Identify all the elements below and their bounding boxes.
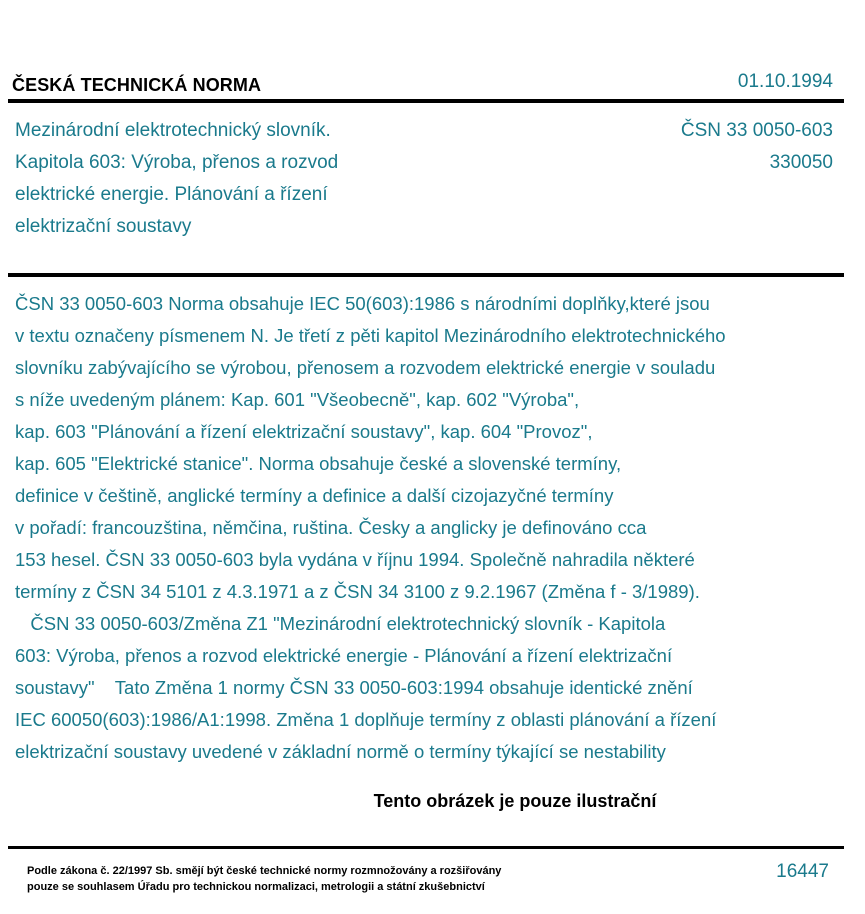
body-line: v textu označeny písmenem N. Je třetí z pěti kapitol Mezinárodního elektrotechnického [15,325,726,346]
title-line: Mezinárodní elektrotechnický slovník. [15,120,331,141]
body-line: soustavy" Tato Změna 1 normy ČSN 33 0050-603:1994 obsahuje identické znění [15,677,693,698]
title-line: elektrizační soustavy [15,216,192,237]
document-number: 16447 [776,861,829,882]
body-line: definice v češtině, anglické termíny a definice a další cizojazyčné termíny [15,485,614,506]
body-line: termíny z ČSN 34 5101 z 4.3.1971 a z ČSN 34 3100 z 9.2.1967 (Změna f - 3/1989). [15,581,700,602]
document-title [15,115,435,243]
section-rule [8,273,844,277]
body-line: 153 hesel. ČSN 33 0050-603 byla vydána v říjnu 1994. Společně nahradila některé [15,549,695,570]
header-rule [8,99,844,103]
copyright-note [27,863,501,895]
footer-rule [8,846,844,849]
class-number: 330050 [769,152,833,173]
body-line: ČSN 33 0050-603/Změna Z1 "Mezinárodní elektrotechnický slovník - Kapitola [15,613,666,634]
body-line: v pořadí: francouzština, němčina, ruština. Česky a anglicky je definováno cca [15,517,647,538]
body-line: 603: Výroba, přenos a rozvod elektrické energie - Plánování a řízení elektrizační [15,645,673,666]
standard-code: ČSN 33 0050-603 [680,120,833,141]
document-body [15,288,850,768]
title-line: Kapitola 603: Výroba, přenos a rozvod [15,152,339,173]
body-line: kap. 603 "Plánování a řízení elektrizační soustavy", kap. 604 "Provoz", [15,421,593,442]
body-line: ČSN 33 0050-603 Norma obsahuje IEC 50(603):1986 s národními doplňky,které jsou [15,293,710,314]
body-line: elektrizační soustavy uvedené v základní normě o termíny týkající se nestability [15,741,666,762]
document-codes [681,115,833,179]
issue-date: 01.10.1994 [737,71,833,92]
body-line: kap. 605 "Elektrické stanice". Norma obsahuje české a slovenské termíny, [15,453,622,474]
body-line: IEC 60050(603):1986/A1:1998. Změna 1 doplňuje termíny z oblasti plánování a řízení [15,709,717,730]
header-title: ČESKÁ TECHNICKÁ NORMA [12,75,262,95]
body-line: s níže uvedeným plánem: Kap. 601 "Všeobecně", kap. 602 "Výroba", [15,389,580,410]
illustration-note: Tento obrázek je pouze ilustrační [373,791,657,811]
body-line: slovníku zabývajícího se výrobou, přenosem a rozvodem elektrické energie v souladu [15,357,716,378]
copyright-line: pouze se souhlasem Úřadu pro technickou normalizaci, metrologii a státní zkušebnictví [27,881,485,893]
title-line: elektrické energie. Plánování a řízení [15,184,328,205]
copyright-line: Podle zákona č. 22/1997 Sb. smějí být české technické normy rozmnožovány a rozšiřovány [27,865,502,877]
